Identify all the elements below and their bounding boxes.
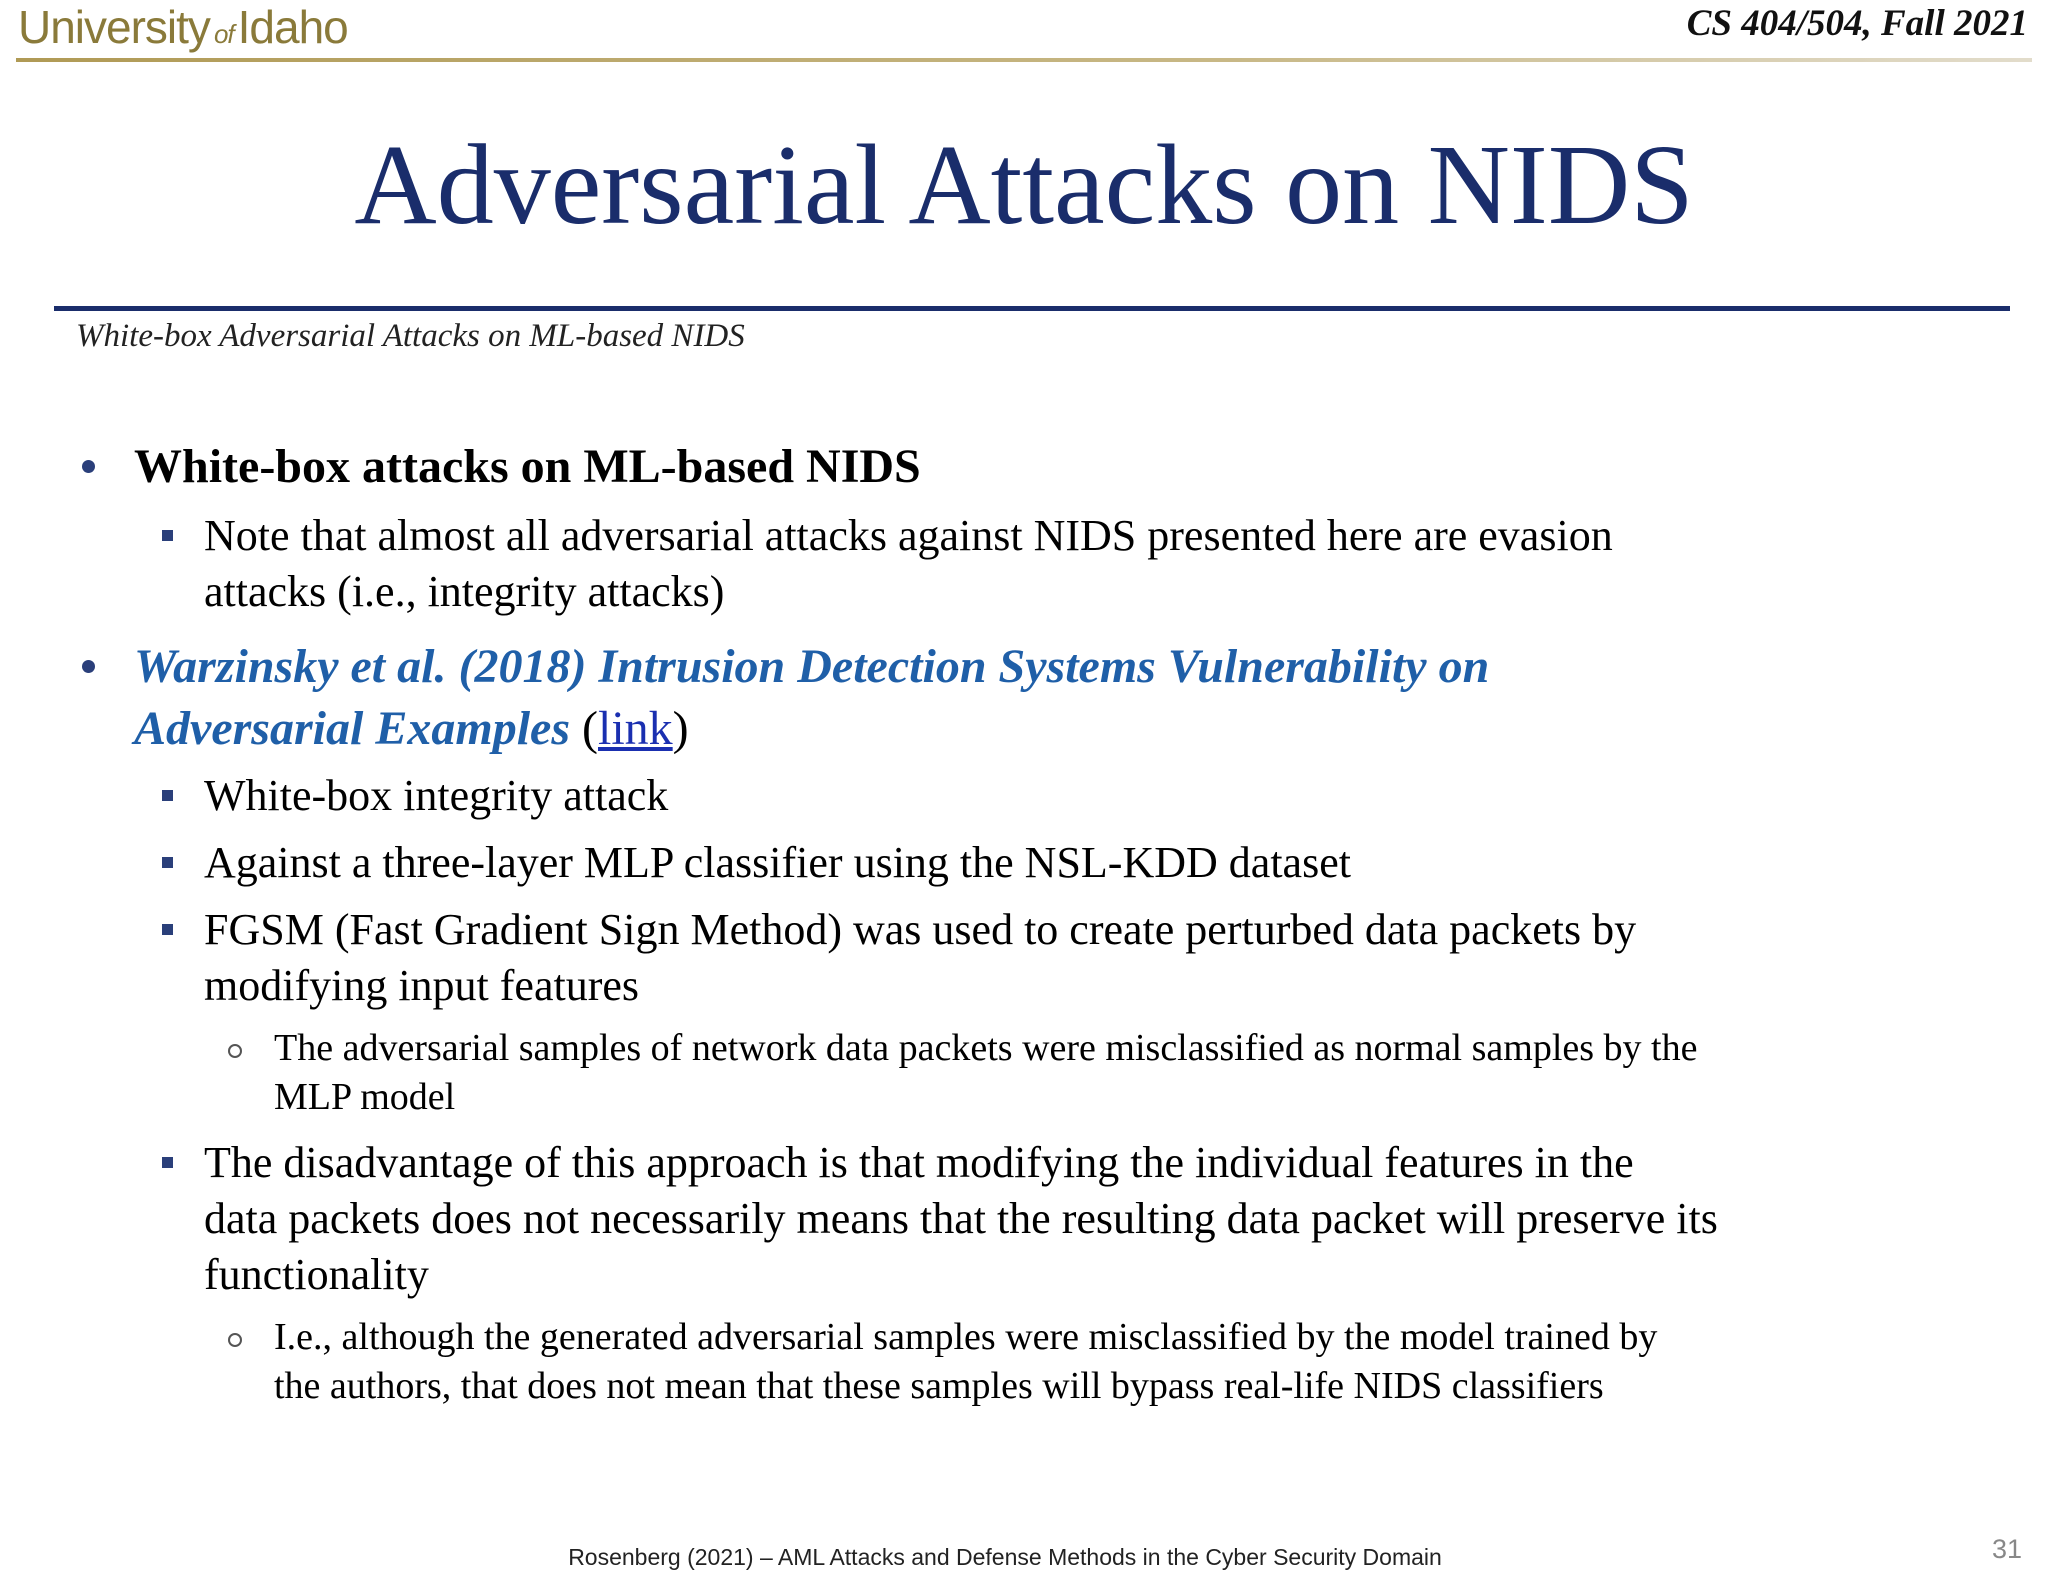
list-item-text: the authors, that does not mean that these samples will bypass real-life NIDS classifiers — [274, 1365, 1604, 1407]
list-item-text: data packets does not necessarily means that the resulting data packet will preserve its — [204, 1194, 1718, 1243]
circle-bullet-icon — [228, 1333, 242, 1347]
header-divider — [16, 58, 2032, 62]
list-item-text: I.e., although the generated adversarial samples were misclassified by the model trained by — [274, 1316, 1658, 1358]
square-bullet-icon — [162, 790, 173, 801]
list-item-text: MLP model — [274, 1076, 456, 1118]
list-item-text: FGSM (Fast Gradient Sign Method) was used to create perturbed data packets by — [204, 905, 1637, 954]
bullet-dot-icon — [82, 660, 95, 673]
slide-title: Adversarial Attacks on NIDS — [354, 121, 1694, 248]
close-paren: ) — [672, 702, 689, 755]
list-item-text: White-box integrity attack — [204, 771, 669, 820]
bullet-dot-icon — [82, 460, 95, 473]
footer-citation: Rosenberg (2021) – AML Attacks and Defense Methods in the Cyber Security Domain — [568, 1544, 1442, 1570]
list-item-text: The adversarial samples of network data packets were misclassified as normal samples by the — [274, 1027, 1698, 1069]
slide-subtitle: White-box Adversarial Attacks on ML-based NIDS — [76, 318, 745, 354]
list-item-text: attacks (i.e., integrity attacks) — [204, 567, 725, 616]
square-bullet-icon — [162, 1157, 173, 1168]
list-item-text: Against a three-layer MLP classifier using the NSL-KDD dataset — [204, 838, 1351, 887]
square-bullet-icon — [162, 857, 173, 868]
reference-title-cont: Adversarial Examples — [134, 702, 571, 755]
list-item-text: The disadvantage of this approach is that modifying the individual features in the — [204, 1138, 1634, 1187]
list-item-text: Note that almost all adversarial attacks against NIDS presented here are evasion — [204, 511, 1613, 560]
square-bullet-icon — [162, 530, 173, 541]
reference-title: Warzinsky et al. (2018) Intrusion Detection Systems Vulnerability on — [134, 640, 1490, 693]
reference-line — [134, 698, 689, 760]
paper-link[interactable]: link — [598, 702, 673, 755]
logo-of: of — [213, 19, 234, 49]
page-number: 31 — [1991, 1534, 2022, 1564]
list-item-text: functionality — [204, 1250, 429, 1299]
logo-university: University — [18, 1, 210, 53]
university-logo — [18, 0, 348, 54]
open-paren: ( — [570, 702, 598, 755]
course-label: CS 404/504, Fall 2021 — [1686, 3, 2028, 44]
list-item-text: modifying input features — [204, 961, 640, 1010]
square-bullet-icon — [162, 924, 173, 935]
circle-bullet-icon — [228, 1044, 242, 1058]
bullet-heading: White-box attacks on ML-based NIDS — [134, 440, 921, 493]
title-rule — [54, 306, 2010, 311]
logo-idaho: Idaho — [237, 1, 348, 53]
